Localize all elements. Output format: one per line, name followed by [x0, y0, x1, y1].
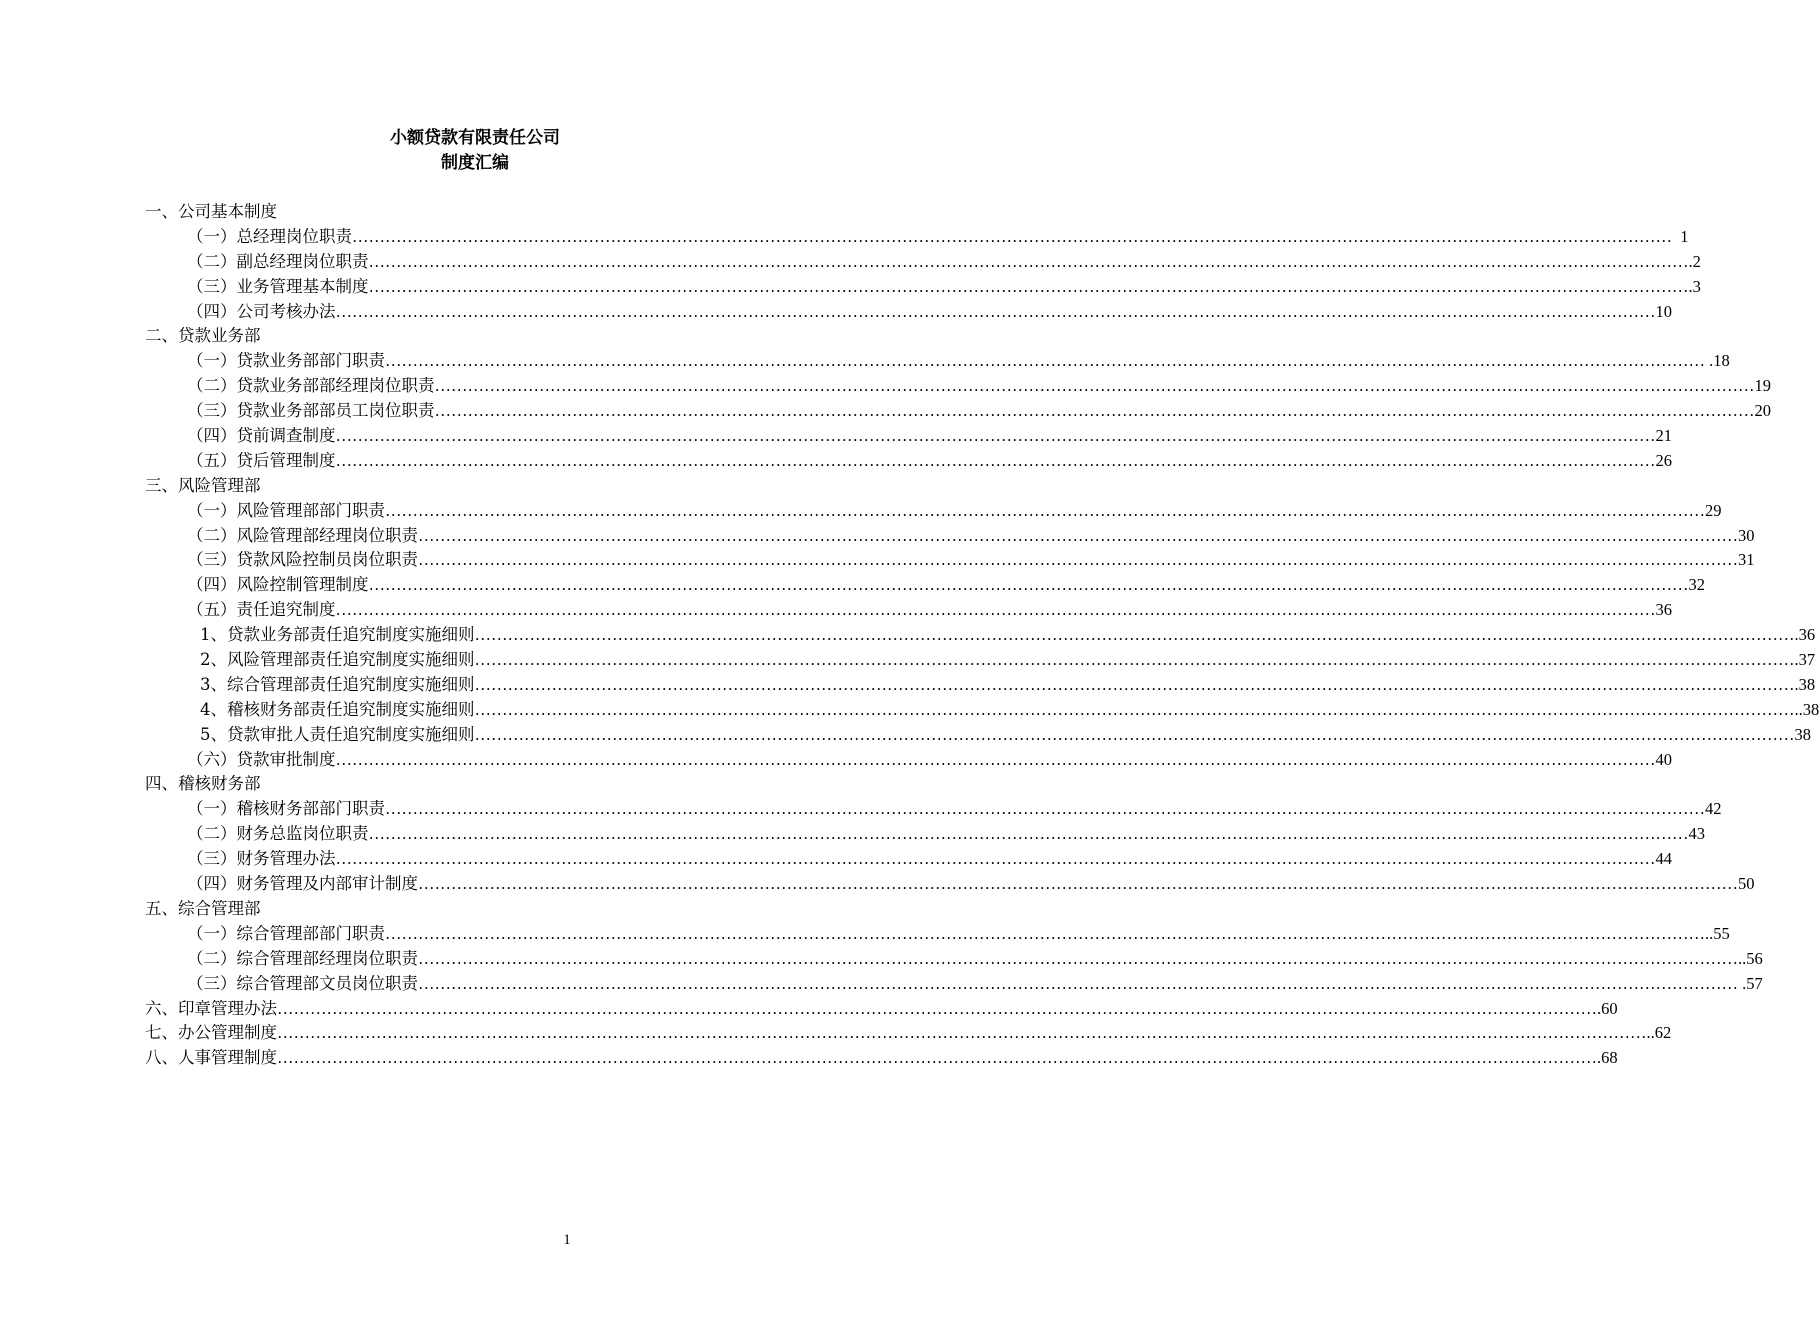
toc-page-number: 43: [1688, 824, 1705, 844]
toc-entry-label: （四）风险控制管理制度: [187, 575, 369, 595]
toc-entry-label: （二）贷款业务部部经理岗位职责: [187, 376, 435, 396]
toc-entry-label: （五）责任追究制度: [187, 600, 336, 620]
toc-entry[interactable]: [145, 225, 1689, 250]
toc-section[interactable]: [145, 897, 720, 922]
toc-entry[interactable]: [145, 524, 1755, 549]
toc-entry-label: （一）总经理岗位职责: [187, 226, 352, 246]
toc-dot-leader: ……………………………………………………………………………………………………………………………………………………………………………………………………………………: [335, 301, 1656, 321]
toc-entry-label: （三）贷款风险控制员岗位职责: [187, 550, 418, 570]
toc-entry-label: 六、印章管理办法: [145, 998, 277, 1018]
toc-entry-label: 5、贷款审批人责任追究制度实施细则: [200, 724, 475, 744]
toc-section[interactable]: [145, 997, 1618, 1022]
toc-section[interactable]: [145, 200, 720, 225]
toc-entry-label: 四、稽核财务部: [145, 774, 261, 794]
toc-entry[interactable]: [145, 648, 1816, 673]
toc-entry[interactable]: [145, 300, 1672, 325]
toc-entry-label: （二）风险管理部经理岗位职责: [187, 525, 418, 545]
toc-entry-label: （四）贷前调查制度: [187, 426, 336, 446]
toc-entry[interactable]: [145, 822, 1705, 847]
toc-entry[interactable]: [145, 349, 1730, 374]
toc-dot-leader: ……………………………………………………………………………………………………………………………………………………………………………………………………………………: [335, 600, 1656, 620]
page-number: 1: [563, 1232, 571, 1248]
toc-entry[interactable]: [145, 623, 1816, 648]
document-title: 制度汇编: [441, 153, 509, 173]
toc-dot-leader: ……………………………………………………………………………………………………………………………………………………………………………………………………………………: [277, 1023, 1597, 1043]
toc-entry-label: （二）综合管理部经理岗位职责: [187, 948, 418, 968]
toc-entry[interactable]: [145, 947, 1763, 972]
toc-dot-leader: ……………………………………………………………………………………………………………………………………………………………………………………………………………………: [352, 226, 1672, 246]
toc-page-number: .37: [1794, 650, 1816, 670]
toc-page-number: .2: [1688, 251, 1701, 271]
toc-entry[interactable]: [145, 723, 1811, 748]
toc-entry[interactable]: [145, 847, 1672, 872]
toc-entry[interactable]: [145, 922, 1730, 947]
toc-page-number: 38: [1794, 724, 1811, 744]
toc-page-number: 44: [1655, 849, 1672, 869]
toc-entry-label: （三）综合管理部文员岗位职责: [187, 973, 418, 993]
toc-dot-leader: ……………………………………………………………………………………………………………………………………………………………………………………………………………………: [474, 625, 1795, 645]
toc-entry[interactable]: [145, 972, 1763, 997]
toc-page-number: .38: [1794, 674, 1816, 694]
toc-entry-label: （三）贷款业务部部员工岗位职责: [187, 401, 435, 421]
toc-entry-label: （一）风险管理部部门职责: [187, 500, 385, 520]
toc-entry[interactable]: [145, 573, 1705, 598]
toc-page-number: 36: [1655, 600, 1672, 620]
toc-dot-leader: ……………………………………………………………………………………………………………………………………………………………………………………………………………………: [434, 376, 1755, 396]
toc-dot-leader: ……………………………………………………………………………………………………………………………………………………………………………………………………………………: [474, 699, 1795, 719]
toc-page-number: .57: [1738, 973, 1763, 993]
toc-page-number: 40: [1655, 749, 1672, 769]
toc-dot-leader: ……………………………………………………………………………………………………………………………………………………………………………………………………………………: [418, 973, 1738, 993]
table-of-contents: [145, 200, 1819, 1071]
toc-dot-leader: ……………………………………………………………………………………………………………………………………………………………………………………………………………………: [474, 674, 1795, 694]
toc-entry[interactable]: [145, 424, 1672, 449]
toc-page-number: 31: [1738, 550, 1755, 570]
toc-page-number: .36: [1794, 625, 1816, 645]
toc-page-number: 30: [1738, 525, 1755, 545]
toc-entry-label: （四）公司考核办法: [187, 301, 336, 321]
toc-entry-label: （三）财务管理办法: [187, 849, 336, 869]
toc-entry[interactable]: [145, 399, 1771, 424]
toc-dot-leader: ……………………………………………………………………………………………………………………………………………………………………………………………………………………: [385, 500, 1705, 520]
toc-dot-leader: ……………………………………………………………………………………………………………………………………………………………………………………………………………………: [368, 575, 1689, 595]
toc-entry-label: 八、人事管理制度: [145, 1048, 277, 1068]
toc-entry-label: （二）财务总监岗位职责: [187, 824, 369, 844]
toc-section[interactable]: [145, 324, 720, 349]
toc-entry-label: 二、贷款业务部: [145, 326, 261, 346]
toc-entry[interactable]: [145, 449, 1672, 474]
toc-entry[interactable]: [145, 673, 1816, 698]
toc-entry-label: （六）贷款审批制度: [187, 749, 336, 769]
toc-entry-label: 三、风险管理部: [145, 475, 261, 495]
toc-entry[interactable]: [145, 698, 1819, 723]
toc-page-number: 42: [1705, 799, 1722, 819]
toc-section[interactable]: [145, 772, 720, 797]
toc-dot-leader: ……………………………………………………………………………………………………………………………………………………………………………………………………………………: [368, 251, 1689, 271]
toc-dot-leader: ……………………………………………………………………………………………………………………………………………………………………………………………………………………: [474, 724, 1795, 744]
toc-entry-label: 七、办公管理制度: [145, 1023, 277, 1043]
toc-page-number: ………..62: [1597, 1023, 1672, 1043]
toc-entry-label: （二）副总经理岗位职责: [187, 251, 369, 271]
toc-page-number: 1: [1672, 226, 1689, 246]
toc-entry-label: 3、综合管理部责任追究制度实施细则: [200, 674, 475, 694]
toc-page-number: 21: [1655, 426, 1672, 446]
toc-dot-leader: ……………………………………………………………………………………………………………………………………………………………………………………………………………………: [418, 550, 1738, 570]
toc-entry[interactable]: [145, 748, 1672, 773]
toc-page-number: .68: [1597, 1048, 1618, 1068]
toc-page-number: .18: [1705, 351, 1730, 371]
toc-page-number: 32: [1688, 575, 1705, 595]
toc-entry[interactable]: [145, 598, 1672, 623]
toc-page-number: ..55: [1705, 923, 1730, 943]
toc-entry-label: （一）稽核财务部部门职责: [187, 799, 385, 819]
toc-section[interactable]: [145, 1046, 1618, 1071]
toc-entry-label: （五）贷后管理制度: [187, 450, 336, 470]
toc-section[interactable]: [145, 474, 720, 499]
toc-entry[interactable]: [145, 250, 1701, 275]
toc-dot-leader: ……………………………………………………………………………………………………………………………………………………………………………………………………………………: [474, 650, 1795, 670]
toc-dot-leader: ……………………………………………………………………………………………………………………………………………………………………………………………………………………: [335, 749, 1656, 769]
toc-entry-label: 4、稽核财务部责任追究制度实施细则: [200, 699, 475, 719]
toc-page-number: .60: [1597, 998, 1618, 1018]
toc-dot-leader: ……………………………………………………………………………………………………………………………………………………………………………………………………………………: [335, 426, 1656, 446]
toc-dot-leader: ……………………………………………………………………………………………………………………………………………………………………………………………………………………: [277, 998, 1597, 1018]
toc-page-number: 19: [1754, 376, 1771, 396]
toc-page-number: 50: [1738, 874, 1755, 894]
toc-entry-label: 五、综合管理部: [145, 898, 261, 918]
toc-entry-label: 1、贷款业务部责任追究制度实施细则: [200, 625, 475, 645]
title-block: [0, 126, 950, 176]
toc-page-number: ..38: [1794, 699, 1819, 719]
toc-entry-label: （四）财务管理及内部审计制度: [187, 874, 418, 894]
toc-dot-leader: ……………………………………………………………………………………………………………………………………………………………………………………………………………………: [418, 525, 1738, 545]
toc-entry-label: 2、风险管理部责任追究制度实施细则: [200, 650, 475, 670]
toc-entry[interactable]: [145, 872, 1755, 897]
toc-dot-leader: ……………………………………………………………………………………………………………………………………………………………………………………………………………………: [368, 276, 1689, 296]
toc-entry-label: （三）业务管理基本制度: [187, 276, 369, 296]
toc-page-number: 10: [1655, 301, 1672, 321]
toc-dot-leader: ……………………………………………………………………………………………………………………………………………………………………………………………………………………: [418, 948, 1738, 968]
toc-dot-leader: ……………………………………………………………………………………………………………………………………………………………………………………………………………………: [368, 824, 1689, 844]
toc-entry[interactable]: [145, 548, 1755, 573]
toc-page-number: 26: [1655, 450, 1672, 470]
toc-dot-leader: ……………………………………………………………………………………………………………………………………………………………………………………………………………………: [277, 1048, 1597, 1068]
toc-entry[interactable]: [145, 797, 1722, 822]
toc-section[interactable]: [145, 1021, 1672, 1046]
toc-dot-leader: ……………………………………………………………………………………………………………………………………………………………………………………………………………………: [385, 923, 1705, 943]
toc-page-number: .3: [1688, 276, 1701, 296]
toc-dot-leader: ……………………………………………………………………………………………………………………………………………………………………………………………………………………: [385, 351, 1705, 371]
toc-entry-label: （一）综合管理部部门职责: [187, 923, 385, 943]
toc-dot-leader: ……………………………………………………………………………………………………………………………………………………………………………………………………………………: [434, 401, 1755, 421]
toc-entry[interactable]: [145, 499, 1722, 524]
toc-dot-leader: ……………………………………………………………………………………………………………………………………………………………………………………………………………………: [335, 450, 1656, 470]
toc-entry-label: 一、公司基本制度: [145, 202, 277, 221]
toc-dot-leader: ……………………………………………………………………………………………………………………………………………………………………………………………………………………: [385, 799, 1705, 819]
toc-entry-label: （一）贷款业务部部门职责: [187, 351, 385, 371]
toc-page-number: ..56: [1738, 948, 1763, 968]
toc-page-number: 29: [1705, 500, 1722, 520]
toc-page-number: 20: [1754, 401, 1771, 421]
toc-entry[interactable]: [145, 374, 1771, 399]
toc-dot-leader: ……………………………………………………………………………………………………………………………………………………………………………………………………………………: [335, 849, 1656, 869]
company-title: 小额贷款有限责任公司: [390, 128, 560, 148]
toc-entry[interactable]: [145, 275, 1701, 300]
toc-dot-leader: ……………………………………………………………………………………………………………………………………………………………………………………………………………………: [418, 874, 1738, 894]
